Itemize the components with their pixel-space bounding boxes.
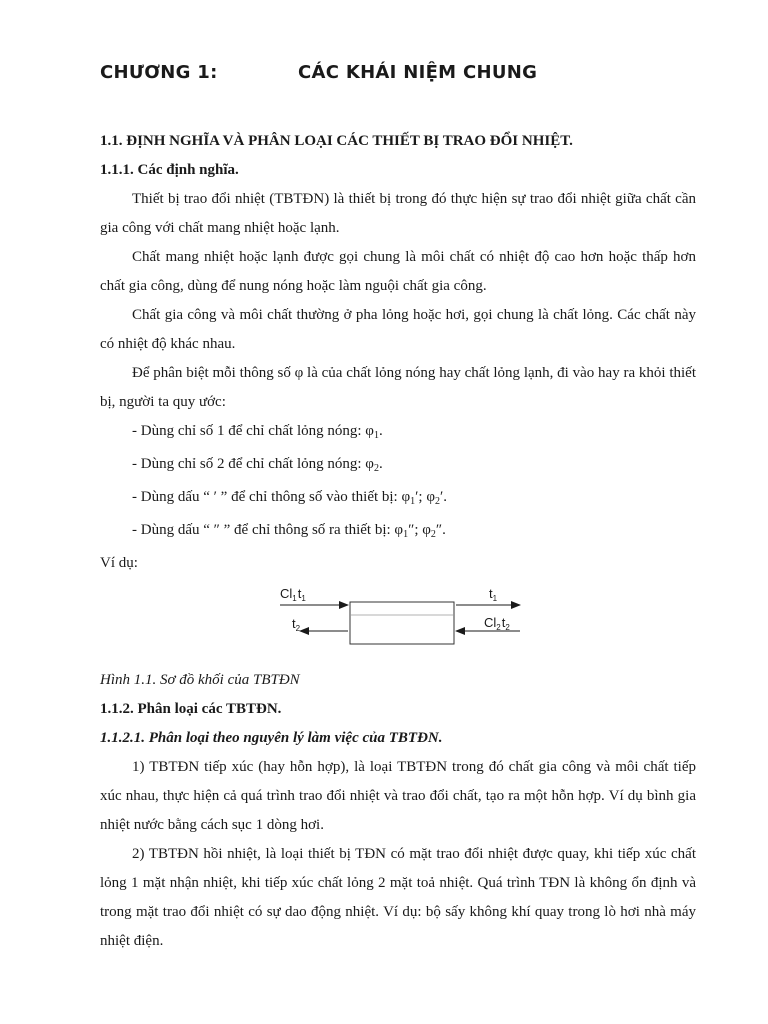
paragraph-medium: Chất mang nhiệt hoặc lạnh được gọi chung là môi chất có nhiệt độ cao hơn hoặc thấp hơn chất gia công, dùng để nung nóng hoặc làm nguội chất gia công. [100,249,696,294]
section-heading-1-1-1: 1.1.1. Các định nghĩa. [100,162,239,178]
paragraph-contact-type: 1) TBTĐN tiếp xúc (hay hỗn hợp), là loại TBTĐN trong đó chất gia công và môi chất tiếp xúc nhau, thực hiện cả quá trình trao đổi nhiệt và trao đổi chất, tạo ra một hỗn hợp. Ví dụ bình gia nhiệt nước bằng cách sục 1 dòng hơi. [100,759,696,833]
chapter-number: CHƯƠNG 1: [100,62,218,83]
paragraph-convention: Để phân biệt mỗi thông số φ là của chất lỏng nóng hay chất lỏng lạnh, đi vào hay ra khỏi thiết bị, người ta quy ước: [100,365,696,410]
label-cold-out: $t_2$ [292,616,301,633]
label-cold-in: $Cl_2t_2$ [484,615,510,632]
block-diagram [100,582,696,666]
chapter-heading [100,62,537,83]
section-heading-1-1-2-1: 1.1.2.1. Phân loại theo nguyên lý làm việc của TBTĐN. [100,730,443,746]
section-heading-1-1: 1.1. ĐỊNH NGHĨA VÀ PHÂN LOẠI CÁC THIẾT BỊ TRAO ĐỔI NHIỆT. [100,133,573,149]
block-diagram-svg [100,582,696,666]
example-label: Ví dụ: [100,555,138,571]
chapter-title: CÁC KHÁI NIỆM CHUNG [298,62,538,83]
paragraph-regenerative-type: 2) TBTĐN hồi nhiệt, là loại thiết bị TĐN có mặt trao đổi nhiệt được quay, khi tiếp xúc chất lỏng 1 mặt nhận nhiệt, khi tiếp xúc chất lỏng 2 mặt toả nhiệt. Quá trình TĐN là không ổn định và trong mặt trao đổi nhiệt có sự dao động nhiệt. Ví dụ: bộ sấy không khí quay trong lò hơi nhà máy nhiệt điện. [100,846,696,949]
bullet-cold-index: - Dùng chỉ số 2 để chỉ chất lỏng nóng: $\varphi_2$. [132,456,383,474]
paragraph-fluids: Chất gia công và môi chất thường ở pha lỏng hoặc hơi, gọi chung là chất lỏng. Các chất này có nhiệt độ khác nhau. [100,307,696,352]
label-hot-in: $Cl_1t_1$ [280,586,306,603]
paragraph-definition: Thiết bị trao đổi nhiệt (TBTĐN) là thiết bị trong đó thực hiện sự trao đổi nhiệt giữa chất cần gia công với chất mang nhiệt hoặc lạnh. [100,191,696,236]
bullet-outlet-mark: - Dùng dấu “ ″ ” để chỉ thông số ra thiết bị: $\varphi_1''$; $\varphi_2''$. [132,522,446,540]
body-text [100,127,696,956]
label-hot-out: $t_1$ [489,586,498,603]
exchanger-box [350,602,454,644]
bullet-hot-index: - Dùng chỉ số 1 để chỉ chất lỏng nóng: $\varphi_1$. [132,423,383,441]
figure-caption: Hình 1.1. Sơ đồ khối của TBTĐN [100,672,300,688]
bullet-inlet-mark: - Dùng dấu “ ′ ” để chỉ thông số vào thiết bị: $\varphi_1'$; $\varphi_2'$. [132,489,448,507]
section-heading-1-1-2: 1.1.2. Phân loại các TBTĐN. [100,701,282,717]
